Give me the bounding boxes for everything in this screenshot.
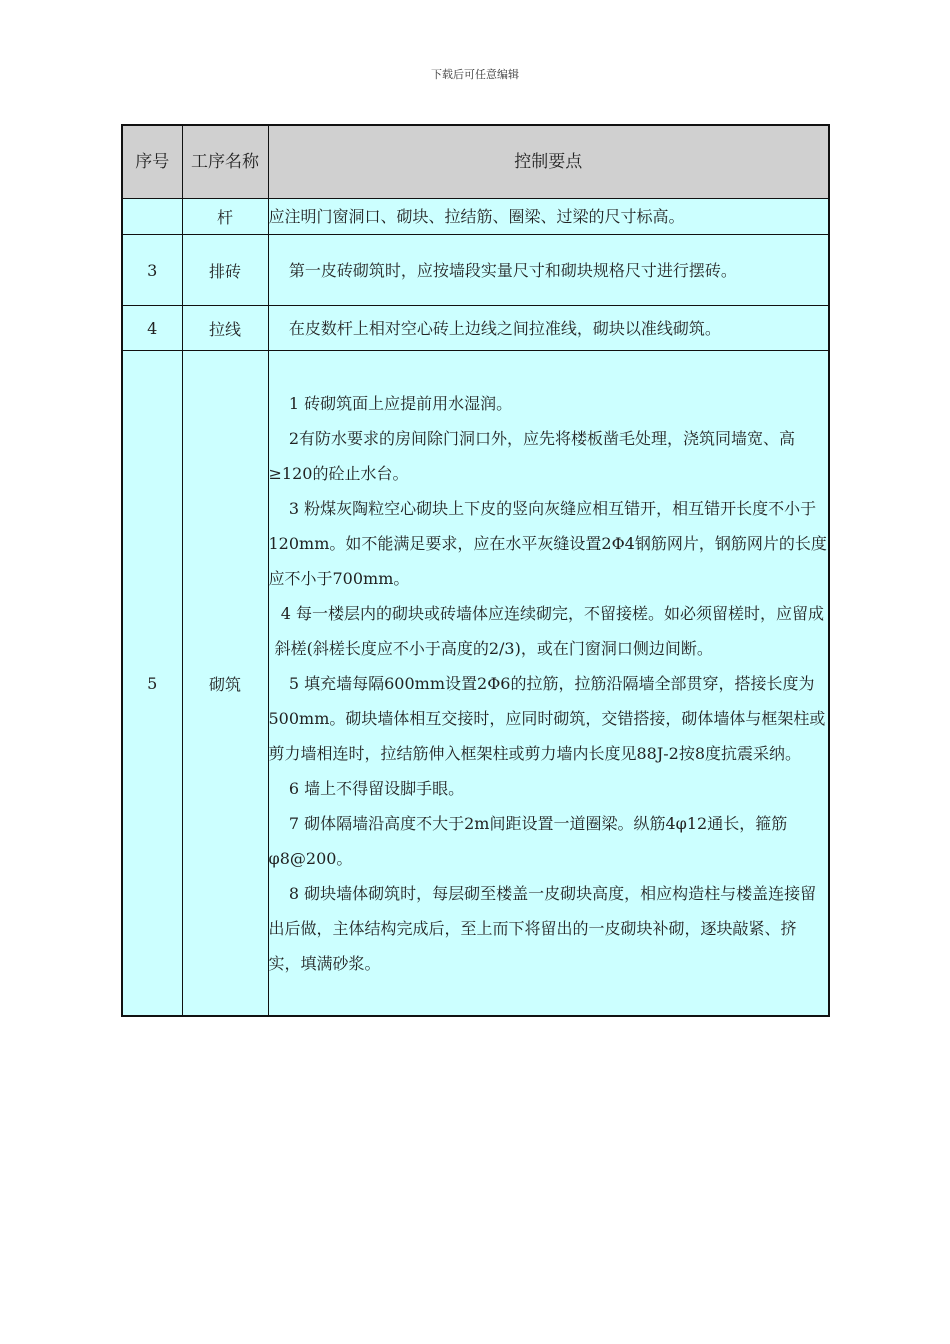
table-row <box>122 351 829 1017</box>
key-point-paragraph: 4 每一楼层内的砌块或砖墙体应连续砌完，不留接槎。如必须留槎时，应留成斜槎(斜槎长度应不小于高度的2/3)，或在门窗洞口侧边间断。 <box>274 603 824 658</box>
row-process-name: 砌筑 <box>182 351 268 1017</box>
table-row <box>122 235 829 306</box>
key-point-paragraph: 5 填充墙每隔600mm设置2Φ6的拉筋，拉筋沿隔墙全部贯穿，搭接长度为500mm。砌块墙体相互交接时，应同时砌筑，交错搭接，砌体墙体与框架柱或剪力墙相连时，拉结筋伸入框架柱或剪力墙内长度见88J-2按8度抗震采纳。 <box>268 673 826 763</box>
key-point-paragraph: 6 墙上不得留设脚手眼。 <box>288 778 465 798</box>
key-point-paragraph: 在皮数杆上相对空心砖上边线之间拉准线，砌块以准线砌筑。 <box>288 318 721 338</box>
row-process-name: 杆 <box>182 199 268 235</box>
table-row <box>122 306 829 351</box>
table-row <box>122 199 829 235</box>
row-key-points <box>268 351 829 1017</box>
header-seq: 序号 <box>122 125 182 199</box>
row-seq <box>122 199 182 235</box>
key-point-paragraph: 2有防水要求的房间除门洞口外，应先将楼板凿毛处理，浇筑同墙宽、高≥120的砼止水台。 <box>268 428 796 483</box>
row-process-name: 排砖 <box>182 235 268 306</box>
header-process-name: 工序名称 <box>182 125 268 199</box>
row-seq: 5 <box>122 351 182 1017</box>
table-header-row <box>122 125 829 199</box>
row-key-points <box>268 306 829 351</box>
key-point-paragraph: 1 砖砌筑面上应提前用水湿润。 <box>288 393 513 413</box>
key-point-paragraph: 8 砌块墙体砌筑时，每层砌至楼盖一皮砌块高度，相应构造柱与楼盖连接留出后做，主体结构完成后，至上而下将留出的一皮砌块补砌，逐块敲紧、挤实，填满砂浆。 <box>268 883 817 973</box>
key-point-paragraph: 第一皮砖砌筑时，应按墙段实量尺寸和砌块规格尺寸进行摆砖。 <box>288 260 737 280</box>
key-point-paragraph: 应注明门窗洞口、砌块、拉结筋、圈梁、过梁的尺寸标高。 <box>268 207 685 226</box>
row-seq: 3 <box>122 235 182 306</box>
key-point-paragraph: 3 粉煤灰陶粒空心砌块上下皮的竖向灰缝应相互错开，相互错开长度不小于120mm。如不能满足要求，应在水平灰缝设置2Φ4钢筋网片，钢筋网片的长度应不小于700mm。 <box>268 498 827 588</box>
key-point-paragraph: 7 砌体隔墙沿高度不大于2m间距设置一道圈梁。纵筋4φ12通长，箍筋φ8@200。 <box>268 813 788 868</box>
header-note: 下载后可任意编辑 <box>431 68 519 81</box>
row-key-points <box>268 199 829 235</box>
row-seq: 4 <box>122 306 182 351</box>
header-key-points: 控制要点 <box>268 125 829 199</box>
construction-control-table <box>121 124 830 1017</box>
row-key-points <box>268 235 829 306</box>
row-process-name: 拉线 <box>182 306 268 351</box>
